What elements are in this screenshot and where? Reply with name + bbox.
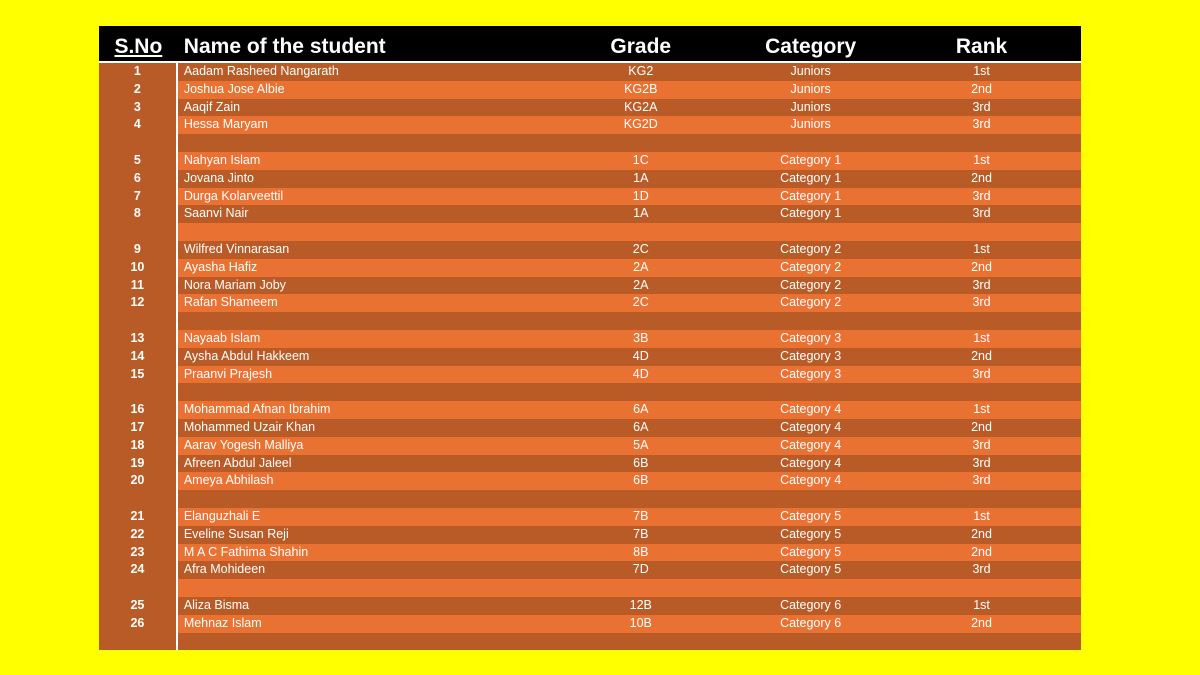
cell-rank: 3rd — [972, 277, 991, 292]
cell-grade: 10B — [629, 615, 652, 630]
table-row — [99, 241, 1081, 259]
table-row — [99, 170, 1081, 188]
table-row — [99, 401, 1081, 419]
cell-category — [739, 223, 882, 241]
table-row — [99, 116, 1081, 134]
cell-name — [178, 223, 542, 241]
cell-name: M A C Fathima Shahin — [183, 544, 309, 559]
table-row — [99, 188, 1081, 206]
cell-grade: 2A — [633, 259, 649, 274]
cell-grade: KG2 — [628, 64, 654, 78]
cell-grade: 1C — [632, 152, 649, 167]
cell-grade — [542, 633, 739, 651]
cell-rank — [882, 134, 1081, 152]
cell-grade: 7B — [633, 508, 649, 523]
cell-name: Ameya Abhilash — [183, 473, 274, 488]
cell-grade — [542, 134, 739, 152]
cell-grade: 6A — [633, 402, 649, 417]
cell-grade: 7B — [633, 526, 649, 541]
cell-sno: 18 — [99, 437, 178, 455]
cell-grade: 2C — [632, 241, 649, 256]
cell-name — [178, 134, 542, 152]
cell-sno: 9 — [99, 241, 178, 259]
table-row — [99, 294, 1081, 312]
cell-sno: 1 — [99, 63, 178, 81]
table-row — [99, 81, 1081, 99]
cell-grade: KG2A — [624, 99, 658, 114]
cell-name: Hessa Maryam — [183, 117, 268, 132]
cell-grade — [542, 312, 739, 330]
header-sno: S.No — [114, 35, 163, 58]
header-name: Name of the student — [183, 35, 386, 58]
cell-grade: 6B — [633, 455, 649, 470]
cell-sno: 10 — [99, 259, 178, 277]
cell-category: Juniors — [790, 64, 831, 78]
cell-category: Juniors — [790, 99, 831, 114]
cell-rank: 2nd — [971, 170, 992, 185]
cell-category — [739, 490, 882, 508]
table-row — [99, 455, 1081, 473]
cell-rank: 3rd — [972, 455, 991, 470]
table-row — [99, 277, 1081, 295]
table-row — [99, 366, 1081, 384]
cell-rank: 3rd — [972, 473, 991, 488]
table-row — [99, 526, 1081, 544]
cell-category: Juniors — [790, 117, 831, 132]
cell-rank: 2nd — [971, 544, 992, 559]
cell-name — [178, 312, 542, 330]
cell-sno: 8 — [99, 205, 178, 223]
cell-category: Category 2 — [780, 259, 842, 274]
cell-rank: 3rd — [972, 188, 991, 203]
table-row — [99, 633, 1081, 651]
cell-category: Category 5 — [780, 508, 842, 523]
cell-rank — [882, 312, 1081, 330]
cell-rank: 2nd — [971, 419, 992, 434]
cell-name: Praanvi Prajesh — [183, 366, 273, 381]
cell-name: Mohammad Afnan Ibrahim — [183, 402, 331, 417]
table-row — [99, 544, 1081, 562]
cell-category: Category 1 — [780, 188, 842, 203]
header-grade: Grade — [610, 35, 672, 58]
cell-grade: 6A — [633, 419, 649, 434]
cell-category: Category 4 — [780, 402, 842, 417]
table-row — [99, 312, 1081, 330]
cell-rank: 2nd — [971, 526, 992, 541]
table-row — [99, 508, 1081, 526]
cell-name: Mehnaz Islam — [183, 615, 262, 630]
cell-grade: 1A — [633, 206, 649, 221]
cell-grade: 7D — [632, 562, 649, 577]
table-row — [99, 419, 1081, 437]
cell-category — [739, 312, 882, 330]
cell-category: Category 3 — [780, 348, 842, 363]
cell-rank: 1st — [973, 508, 990, 523]
header-category: Category — [765, 35, 857, 58]
cell-category: Category 2 — [780, 241, 842, 256]
cell-name — [178, 633, 542, 651]
table-row — [99, 490, 1081, 508]
cell-name: Ayasha Hafiz — [183, 259, 258, 274]
cell-category: Category 3 — [780, 330, 842, 345]
cell-rank: 3rd — [972, 366, 991, 381]
cell-sno: 7 — [99, 188, 178, 206]
cell-sno: 5 — [99, 152, 178, 170]
cell-rank: 3rd — [972, 117, 991, 132]
cell-grade — [542, 223, 739, 241]
table-row — [99, 134, 1081, 152]
table-row — [99, 437, 1081, 455]
cell-sno: 2 — [99, 81, 178, 99]
cell-rank: 1st — [973, 330, 990, 345]
cell-name: Mohammed Uzair Khan — [183, 419, 316, 434]
cell-sno — [99, 223, 178, 241]
cell-name: Aliza Bisma — [183, 597, 250, 612]
cell-name: Aaqif Zain — [183, 99, 241, 114]
cell-sno: 4 — [99, 116, 178, 134]
cell-category: Category 6 — [780, 615, 842, 630]
cell-rank: 3rd — [972, 295, 991, 310]
cell-grade — [542, 383, 739, 401]
cell-grade — [542, 579, 739, 597]
table-row — [99, 348, 1081, 366]
table-row — [99, 561, 1081, 579]
cell-grade: 6B — [633, 473, 649, 488]
cell-category — [739, 579, 882, 597]
cell-rank — [882, 223, 1081, 241]
cell-name — [178, 383, 542, 401]
cell-rank — [882, 383, 1081, 401]
cell-sno — [99, 579, 178, 597]
cell-category: Juniors — [790, 81, 831, 96]
cell-rank: 3rd — [972, 206, 991, 221]
header-rank: Rank — [955, 35, 1008, 58]
cell-sno: 22 — [99, 526, 178, 544]
cell-rank: 2nd — [971, 615, 992, 630]
cell-rank: 1st — [973, 241, 990, 256]
cell-grade: 2A — [633, 277, 649, 292]
table-row — [99, 259, 1081, 277]
cell-grade: 4D — [632, 366, 649, 381]
table-row — [99, 223, 1081, 241]
cell-sno: 11 — [99, 277, 178, 295]
cell-name: Wilfred Vinnarasan — [183, 241, 290, 256]
cell-sno: 19 — [99, 455, 178, 473]
cell-grade: KG2D — [623, 117, 658, 132]
cell-sno: 3 — [99, 99, 178, 117]
cell-grade: 12B — [629, 597, 652, 612]
cell-sno: 25 — [99, 597, 178, 615]
cell-sno: 13 — [99, 330, 178, 348]
cell-grade: 5A — [633, 437, 649, 452]
cell-name: Jovana Jinto — [183, 170, 254, 185]
cell-grade: 2C — [632, 295, 649, 310]
cell-rank: 1st — [973, 597, 990, 612]
cell-sno: 16 — [99, 401, 178, 419]
table-row — [99, 205, 1081, 223]
cell-name: Aysha Abdul Hakkeem — [183, 348, 310, 363]
cell-rank — [882, 579, 1081, 597]
cell-sno: 14 — [99, 348, 178, 366]
cell-grade: 1D — [632, 188, 649, 203]
cell-rank: 2nd — [971, 259, 992, 274]
cell-sno: 12 — [99, 294, 178, 312]
cell-sno — [99, 490, 178, 508]
cell-rank — [882, 633, 1081, 651]
cell-rank — [882, 490, 1081, 508]
cell-sno: 26 — [99, 615, 178, 633]
cell-grade: 1A — [633, 170, 649, 185]
cell-category: Category 4 — [780, 437, 842, 452]
cell-name: Afreen Abdul Jaleel — [183, 455, 292, 470]
table-row — [99, 472, 1081, 490]
table-row — [99, 597, 1081, 615]
cell-grade: 8B — [633, 544, 649, 559]
cell-sno: 21 — [99, 508, 178, 526]
cell-name: Afra Mohideen — [183, 562, 266, 577]
cell-name: Aarav Yogesh Malliya — [183, 437, 304, 452]
cell-grade: KG2B — [624, 81, 658, 96]
table-row — [99, 99, 1081, 117]
cell-name: Elanguzhali E — [183, 508, 261, 523]
cell-category: Category 1 — [780, 206, 842, 221]
cell-rank: 2nd — [971, 348, 992, 363]
cell-grade: 4D — [632, 348, 649, 363]
cell-sno: 6 — [99, 170, 178, 188]
cell-category — [739, 633, 882, 651]
table-row — [99, 383, 1081, 401]
cell-sno: 20 — [99, 472, 178, 490]
cell-sno — [99, 312, 178, 330]
cell-category: Category 6 — [780, 597, 842, 612]
cell-category: Category 3 — [780, 366, 842, 381]
cell-sno — [99, 633, 178, 651]
cell-name: Nayaab Islam — [183, 330, 261, 345]
cell-name: Nora Mariam Joby — [183, 277, 286, 292]
cell-sno: 15 — [99, 366, 178, 384]
cell-rank: 1st — [973, 402, 990, 417]
cell-name — [178, 579, 542, 597]
cell-name: Durga Kolarveettil — [183, 188, 284, 203]
cell-category: Category 5 — [780, 562, 842, 577]
cell-category: Category 4 — [780, 473, 842, 488]
cell-name: Rafan Shameem — [183, 295, 278, 310]
cell-name: Nahyan Islam — [183, 152, 261, 167]
cell-sno: 17 — [99, 419, 178, 437]
cell-category: Category 1 — [780, 170, 842, 185]
cell-category — [739, 134, 882, 152]
cell-grade: 3B — [633, 330, 649, 345]
table-body — [99, 63, 1081, 650]
cell-category: Category 5 — [780, 526, 842, 541]
cell-rank: 3rd — [972, 437, 991, 452]
table-row — [99, 330, 1081, 348]
cell-category: Category 4 — [780, 455, 842, 470]
cell-category: Category 4 — [780, 419, 842, 434]
cell-grade — [542, 490, 739, 508]
results-table — [99, 26, 1081, 650]
cell-rank: 2nd — [971, 81, 992, 96]
table-row — [99, 579, 1081, 597]
cell-rank: 3rd — [972, 562, 991, 577]
cell-category: Category 2 — [780, 277, 842, 292]
table-header — [99, 26, 1081, 63]
cell-name: Saanvi Nair — [183, 206, 249, 221]
cell-rank: 1st — [973, 152, 990, 167]
cell-category: Category 1 — [780, 152, 842, 167]
cell-name — [178, 490, 542, 508]
table-row — [99, 152, 1081, 170]
cell-name: Aadam Rasheed Nangarath — [183, 64, 339, 78]
cell-category: Category 5 — [780, 544, 842, 559]
cell-rank: 1st — [973, 64, 990, 78]
cell-rank: 3rd — [972, 99, 991, 114]
cell-name: Joshua Jose Albie — [183, 81, 285, 96]
cell-sno — [99, 134, 178, 152]
table-row — [99, 63, 1081, 81]
cell-name: Eveline Susan Reji — [183, 526, 289, 541]
cell-category — [739, 383, 882, 401]
cell-category: Category 2 — [780, 295, 842, 310]
cell-sno — [99, 383, 178, 401]
cell-sno: 24 — [99, 561, 178, 579]
cell-sno: 23 — [99, 544, 178, 562]
table-row — [99, 615, 1081, 633]
